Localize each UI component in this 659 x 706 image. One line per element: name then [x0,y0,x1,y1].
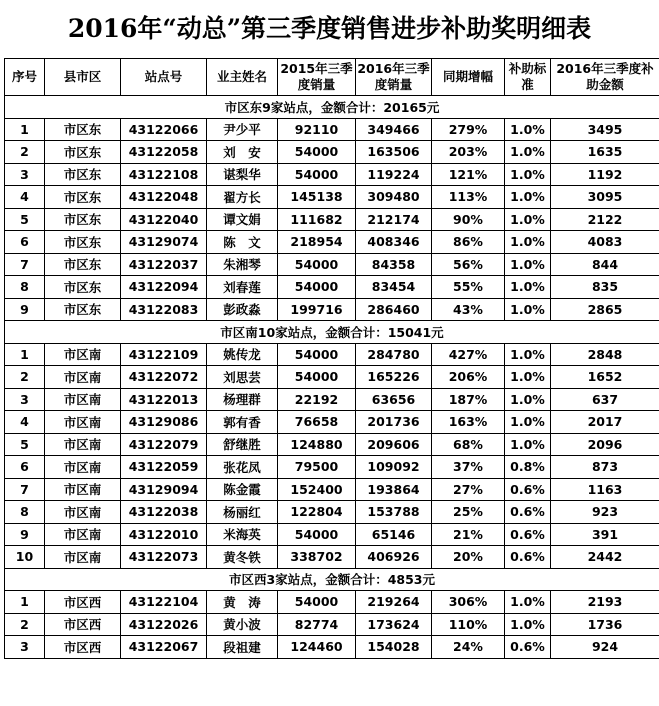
cell-growth: 206% [432,366,505,389]
cell-amount: 4083 [551,231,659,254]
cell-sales-2016: 284780 [356,343,432,366]
cell-rate: 1.0% [505,366,551,389]
cell-owner: 段祖建 [207,636,278,659]
cell-district: 市区西 [45,636,121,659]
cell-district: 市区西 [45,591,121,614]
header-cell-index: 序号 [5,59,45,96]
cell-district: 市区东 [45,186,121,209]
cell-district: 市区南 [45,411,121,434]
cell-index: 1 [5,591,45,614]
cell-sales-2016: 109092 [356,456,432,479]
cell-district: 市区东 [45,276,121,299]
cell-amount: 1736 [551,613,659,636]
cell-station-id: 43122067 [121,636,207,659]
cell-rate: 1.0% [505,208,551,231]
cell-sales-2015: 54000 [278,276,356,299]
header-cell-owner: 业主姓名 [207,59,278,96]
cell-owner: 陈 文 [207,231,278,254]
cell-district: 市区东 [45,118,121,141]
cell-growth: 25% [432,501,505,524]
cell-sales-2015: 22192 [278,388,356,411]
cell-growth: 163% [432,411,505,434]
cell-amount: 923 [551,501,659,524]
cell-sales-2016: 349466 [356,118,432,141]
cell-owner: 彭政淼 [207,298,278,321]
cell-station-id: 43122083 [121,298,207,321]
cell-rate: 1.0% [505,231,551,254]
cell-rate: 1.0% [505,118,551,141]
cell-sales-2015: 152400 [278,478,356,501]
cell-amount: 391 [551,523,659,546]
cell-sales-2015: 124460 [278,636,356,659]
cell-growth: 427% [432,343,505,366]
cell-sales-2015: 54000 [278,523,356,546]
cell-growth: 20% [432,546,505,569]
cell-owner: 杨理群 [207,388,278,411]
cell-district: 市区东 [45,141,121,164]
table-row [5,501,659,524]
cell-index: 2 [5,366,45,389]
table-row [5,118,659,141]
cell-rate: 1.0% [505,388,551,411]
cell-owner: 刘春莲 [207,276,278,299]
group-summary: 市区南10家站点，金额合计：15041元 [5,321,659,344]
cell-rate: 0.6% [505,501,551,524]
cell-growth: 86% [432,231,505,254]
cell-station-id: 43122104 [121,591,207,614]
cell-station-id: 43122058 [121,141,207,164]
cell-district: 市区南 [45,523,121,546]
table-row [5,298,659,321]
cell-rate: 1.0% [505,591,551,614]
cell-station-id: 43122079 [121,433,207,456]
cell-growth: 113% [432,186,505,209]
cell-growth: 90% [432,208,505,231]
cell-district: 市区南 [45,388,121,411]
cell-station-id: 43122048 [121,186,207,209]
cell-owner: 米海英 [207,523,278,546]
cell-sales-2015: 76658 [278,411,356,434]
cell-owner: 黄 涛 [207,591,278,614]
cell-growth: 43% [432,298,505,321]
cell-sales-2015: 54000 [278,163,356,186]
cell-amount: 835 [551,276,659,299]
cell-owner: 舒继胜 [207,433,278,456]
cell-index: 2 [5,141,45,164]
cell-rate: 1.0% [505,298,551,321]
cell-sales-2015: 54000 [278,366,356,389]
cell-sales-2016: 309480 [356,186,432,209]
cell-station-id: 43122040 [121,208,207,231]
cell-index: 4 [5,186,45,209]
cell-growth: 279% [432,118,505,141]
cell-rate: 0.6% [505,546,551,569]
cell-growth: 21% [432,523,505,546]
cell-growth: 306% [432,591,505,614]
cell-sales-2016: 212174 [356,208,432,231]
cell-growth: 55% [432,276,505,299]
header-row [5,59,659,96]
cell-district: 市区东 [45,298,121,321]
cell-sales-2016: 193864 [356,478,432,501]
cell-sales-2015: 82774 [278,613,356,636]
cell-growth: 24% [432,636,505,659]
group-summary: 市区西3家站点，金额合计：4853元 [5,568,659,591]
cell-index: 1 [5,118,45,141]
cell-index: 3 [5,163,45,186]
cell-growth: 121% [432,163,505,186]
table-row [5,636,659,659]
cell-index: 3 [5,636,45,659]
cell-index: 7 [5,478,45,501]
cell-sales-2015: 92110 [278,118,356,141]
cell-amount: 2017 [551,411,659,434]
cell-sales-2016: 408346 [356,231,432,254]
cell-amount: 2848 [551,343,659,366]
cell-amount: 2865 [551,298,659,321]
cell-district: 市区南 [45,501,121,524]
cell-owner: 黄小波 [207,613,278,636]
cell-amount: 2193 [551,591,659,614]
cell-owner: 谭文娟 [207,208,278,231]
cell-district: 市区南 [45,478,121,501]
cell-owner: 杨丽红 [207,501,278,524]
cell-sales-2015: 199716 [278,298,356,321]
header-cell-district: 县市区 [45,59,121,96]
cell-sales-2016: 63656 [356,388,432,411]
cell-rate: 1.0% [505,141,551,164]
cell-rate: 0.6% [505,478,551,501]
cell-station-id: 43122109 [121,343,207,366]
cell-owner: 谌梨华 [207,163,278,186]
cell-sales-2015: 54000 [278,253,356,276]
cell-sales-2016: 83454 [356,276,432,299]
cell-amount: 637 [551,388,659,411]
cell-sales-2015: 218954 [278,231,356,254]
table-row [5,231,659,254]
cell-owner: 尹少平 [207,118,278,141]
table-row [5,141,659,164]
table-row [5,276,659,299]
cell-district: 市区南 [45,433,121,456]
cell-index: 6 [5,456,45,479]
header-cell-amount: 2016年三季度补助金额 [551,59,659,96]
cell-amount: 1163 [551,478,659,501]
cell-amount: 2442 [551,546,659,569]
cell-sales-2016: 65146 [356,523,432,546]
table-body [5,96,659,659]
cell-index: 8 [5,501,45,524]
cell-owner: 刘 安 [207,141,278,164]
cell-district: 市区东 [45,231,121,254]
cell-station-id: 43122072 [121,366,207,389]
cell-rate: 0.8% [505,456,551,479]
cell-station-id: 43122037 [121,253,207,276]
cell-sales-2016: 165226 [356,366,432,389]
cell-index: 7 [5,253,45,276]
cell-rate: 1.0% [505,253,551,276]
header-cell-sales-2016: 2016年三季度销量 [356,59,432,96]
cell-rate: 1.0% [505,163,551,186]
cell-station-id: 43129094 [121,478,207,501]
cell-amount: 1635 [551,141,659,164]
cell-sales-2016: 201736 [356,411,432,434]
cell-sales-2016: 84358 [356,253,432,276]
cell-station-id: 43122026 [121,613,207,636]
cell-amount: 924 [551,636,659,659]
table-row [5,456,659,479]
cell-index: 5 [5,208,45,231]
cell-amount: 1652 [551,366,659,389]
header-cell-rate: 补助标准 [505,59,551,96]
cell-sales-2016: 163506 [356,141,432,164]
cell-sales-2015: 122804 [278,501,356,524]
cell-index: 5 [5,433,45,456]
cell-station-id: 43122108 [121,163,207,186]
cell-district: 市区东 [45,253,121,276]
group-summary-row [5,321,659,344]
table-row [5,433,659,456]
cell-district: 市区东 [45,208,121,231]
cell-district: 市区南 [45,456,121,479]
table-title: 2016年“动总”第三季度销售进步补助奖明细表 [67,14,592,43]
table-row [5,478,659,501]
cell-sales-2015: 54000 [278,343,356,366]
cell-index: 2 [5,613,45,636]
cell-growth: 203% [432,141,505,164]
table-row [5,411,659,434]
table-row [5,546,659,569]
cell-station-id: 43122038 [121,501,207,524]
cell-owner: 刘思芸 [207,366,278,389]
cell-sales-2015: 124880 [278,433,356,456]
cell-index: 9 [5,298,45,321]
cell-index: 4 [5,411,45,434]
cell-station-id: 43129074 [121,231,207,254]
cell-rate: 1.0% [505,613,551,636]
cell-index: 10 [5,546,45,569]
cell-station-id: 43129086 [121,411,207,434]
cell-growth: 56% [432,253,505,276]
cell-index: 3 [5,388,45,411]
cell-district: 市区东 [45,163,121,186]
cell-index: 8 [5,276,45,299]
cell-owner: 黄冬铁 [207,546,278,569]
cell-district: 市区南 [45,343,121,366]
cell-station-id: 43122059 [121,456,207,479]
cell-sales-2016: 286460 [356,298,432,321]
cell-station-id: 43122066 [121,118,207,141]
group-summary: 市区东9家站点，金额合计：20165元 [5,96,659,119]
cell-amount: 2122 [551,208,659,231]
cell-growth: 37% [432,456,505,479]
cell-rate: 1.0% [505,186,551,209]
cell-sales-2016: 406926 [356,546,432,569]
cell-sales-2016: 153788 [356,501,432,524]
cell-sales-2015: 145138 [278,186,356,209]
cell-growth: 27% [432,478,505,501]
cell-owner: 陈金霞 [207,478,278,501]
cell-station-id: 43122073 [121,546,207,569]
cell-growth: 68% [432,433,505,456]
cell-growth: 110% [432,613,505,636]
table-row [5,613,659,636]
cell-sales-2016: 119224 [356,163,432,186]
cell-sales-2015: 111682 [278,208,356,231]
cell-sales-2015: 54000 [278,141,356,164]
cell-district: 市区南 [45,366,121,389]
cell-amount: 3095 [551,186,659,209]
header-cell-station-id: 站点号 [121,59,207,96]
cell-station-id: 43122010 [121,523,207,546]
cell-sales-2016: 209606 [356,433,432,456]
table-row [5,343,659,366]
cell-rate: 0.6% [505,523,551,546]
cell-sales-2016: 173624 [356,613,432,636]
cell-index: 1 [5,343,45,366]
cell-amount: 1192 [551,163,659,186]
cell-owner: 姚传龙 [207,343,278,366]
table-row [5,253,659,276]
table-row [5,366,659,389]
cell-owner: 朱湘琴 [207,253,278,276]
cell-station-id: 43122013 [121,388,207,411]
cell-rate: 0.6% [505,636,551,659]
group-summary-row [5,568,659,591]
table-row [5,163,659,186]
cell-rate: 1.0% [505,343,551,366]
subsidy-detail-table [4,58,659,659]
cell-sales-2015: 54000 [278,591,356,614]
cell-owner: 张花凤 [207,456,278,479]
cell-amount: 2096 [551,433,659,456]
cell-amount: 3495 [551,118,659,141]
table-row [5,591,659,614]
cell-amount: 844 [551,253,659,276]
cell-rate: 1.0% [505,411,551,434]
cell-sales-2016: 154028 [356,636,432,659]
cell-sales-2015: 79500 [278,456,356,479]
cell-amount: 873 [551,456,659,479]
cell-sales-2015: 338702 [278,546,356,569]
cell-index: 6 [5,231,45,254]
cell-owner: 翟方长 [207,186,278,209]
cell-growth: 187% [432,388,505,411]
header-cell-growth: 同期增幅 [432,59,505,96]
cell-owner: 郭有香 [207,411,278,434]
cell-rate: 1.0% [505,276,551,299]
table-row [5,186,659,209]
cell-index: 9 [5,523,45,546]
table-row [5,523,659,546]
cell-station-id: 43122094 [121,276,207,299]
cell-district: 市区西 [45,613,121,636]
table-row [5,208,659,231]
cell-district: 市区南 [45,546,121,569]
table-row [5,388,659,411]
header-cell-sales-2015: 2015年三季度销量 [278,59,356,96]
group-summary-row [5,96,659,119]
cell-rate: 1.0% [505,433,551,456]
cell-sales-2016: 219264 [356,591,432,614]
